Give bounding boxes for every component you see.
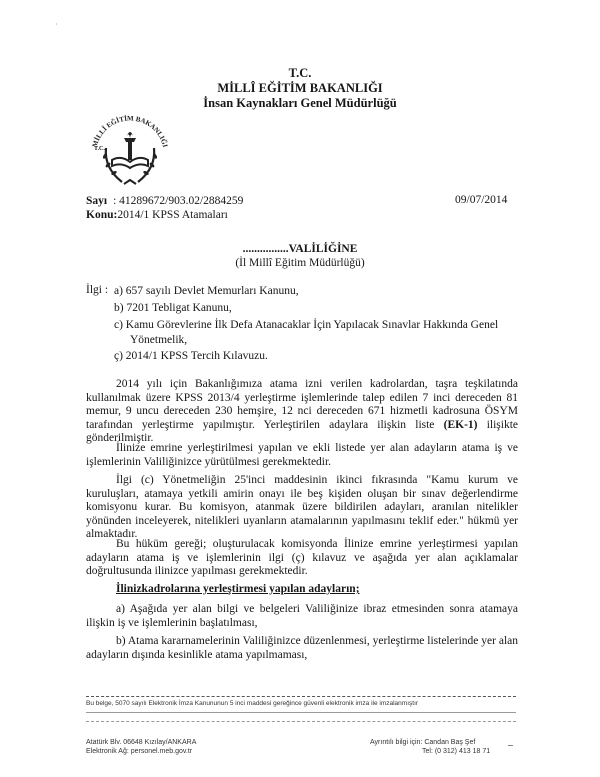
addressee-subtitle: (İl Millî Eğitim Müdürlüğü) — [235, 257, 365, 269]
ilgi-item-c: c) Kamu Görevlerine İlk Defa Atanacaklar İçin Yapılacak Sınavlar Hakkında Genel — [114, 319, 499, 331]
header-ministry: MİLLÎ EĞİTİM BAKANLIĞI — [217, 81, 383, 95]
footer-address — [86, 738, 196, 756]
header-department: İnsan Kaynakları Genel Müdürlüğü — [203, 96, 397, 110]
scan-speck: · — [55, 20, 58, 29]
paragraph-1: 2014 yılı için Bakanlığımıza atama izni verilen kadrolardan, taşra teşkilatında kullanılmak üzere KPSS 2013/4 yerleştirme işlemlerinde talep edilen 7 inci dereceden 81 memur, 9 uncu dereceden 230 hemşire, 12 nci dereceden 671 hizmetli kadrosuna ÖSYM tarafından yerleştirme yapılmıştır. Yerleştirilen adaylara ilişkin liste (EK-1) ilişikte gönderilmiştir. — [86, 378, 518, 445]
paragraph-b: b) Atama kararnamelerinin Valiliğinizce düzenlenmesi, yerleştirme listelerinde yer alan adayların dışında kesinlikle atama yapılmaması, — [86, 635, 518, 661]
footer-contact — [370, 738, 490, 756]
margin-dash: – — [508, 740, 513, 751]
section-heading: İlinizkadrolarına yerleştirmesi yapılan adayların; — [116, 583, 360, 595]
logo-arc-text: MİLLÎ EĞİTİM BAKANLIĞI — [90, 114, 170, 149]
sayi-value: : 41289672/903.02/2884259 — [113, 195, 244, 207]
sayi-label: Sayı — [86, 195, 108, 207]
esign-notice: Bu belge, 5070 sayılı Elektronik İmza Kanununun 5 inci maddesi gereğince güvenli elektronik imza ile imzalanmıştır — [86, 700, 419, 707]
footer-phone: Tel: (0 312) 413 18 71 — [422, 748, 491, 755]
sayi-line — [86, 194, 243, 208]
ilgi-item-cc: ç) 2014/1 KPSS Tercih Kılavuzu. — [114, 350, 268, 362]
addressee-title: ................VALİLİĞİNE — [242, 243, 358, 255]
footer-rule-mid — [86, 712, 516, 713]
konu-line — [86, 208, 228, 222]
ilgi-item-b: b) 7201 Tebligat Kanunu, — [114, 302, 232, 314]
paragraph-3: İlgi (c) Yönetmeliğin 25'inci maddesinin ikinci fıkrasında "Kamu kurum ve kuruluşları, atamaya yetkili amirin onayı ile beş kişiden oluşan bir sınav değerlendirme komisyonu kurar. Bu komisyon, atanmak üzere bildirilen adayları, aranılan nitelikler yönünden inceleyerek, nitelikleri uyanların atamalarının yapılmasını teklif eder." hükmü yer almaktadır. — [86, 474, 518, 541]
konu-value: 2014/1 KPSS Atamaları — [117, 209, 228, 221]
ilgi-item-c-cont: Yönetmelik, — [130, 334, 188, 346]
paragraph-2: İlinize emrine yerleştirilmesi yapılan ve ekli listede yer alan adayların atama iş ve işlemlerinin Valiliğinizce yürütülmesi gerekmektedir. — [86, 442, 518, 468]
logo-initials: T.C. — [94, 146, 105, 152]
ek1-reference: (EK-1) — [443, 418, 478, 431]
footer-web-line: Elektronik Ağ: personel.meb.gov.tr — [86, 748, 193, 755]
ilgi-item-a: a) 657 sayılı Devlet Memurları Kanunu, — [114, 285, 299, 297]
paragraph-a: a) Aşağıda yer alan bilgi ve belgeleri Valiliğinize ibraz etmesinden sonra atamaya ilişkin iş ve işlemlerinin başlatılması, — [86, 603, 518, 629]
ministry-logo — [84, 108, 176, 200]
footer-rule-bottom — [86, 721, 516, 722]
ilgi-label: İlgi : — [86, 284, 109, 296]
footer-address-line: Atatürk Blv. 06648 Kızılay/ANKARA — [86, 739, 197, 746]
paragraph-4: Bu hüküm gereği; oluşturulacak komisyonda İlinize emrine yerleştirmesi yapılan adayların atama iş ve işlemlerinin ilgi (ç) kılavuz ve aşağıda yer alan açıklamalar doğrultusunda ilinizce yapılması gerekmektedir. — [86, 538, 518, 578]
document-date: 09/07/2014 — [455, 194, 508, 206]
footer-rule-top — [86, 696, 516, 697]
header-tc: T.C. — [288, 66, 312, 80]
konu-label: Konu: — [86, 209, 118, 221]
footer-contact-person: Ayrıntılı bilgi için: Candan Baş Şef — [370, 739, 476, 746]
